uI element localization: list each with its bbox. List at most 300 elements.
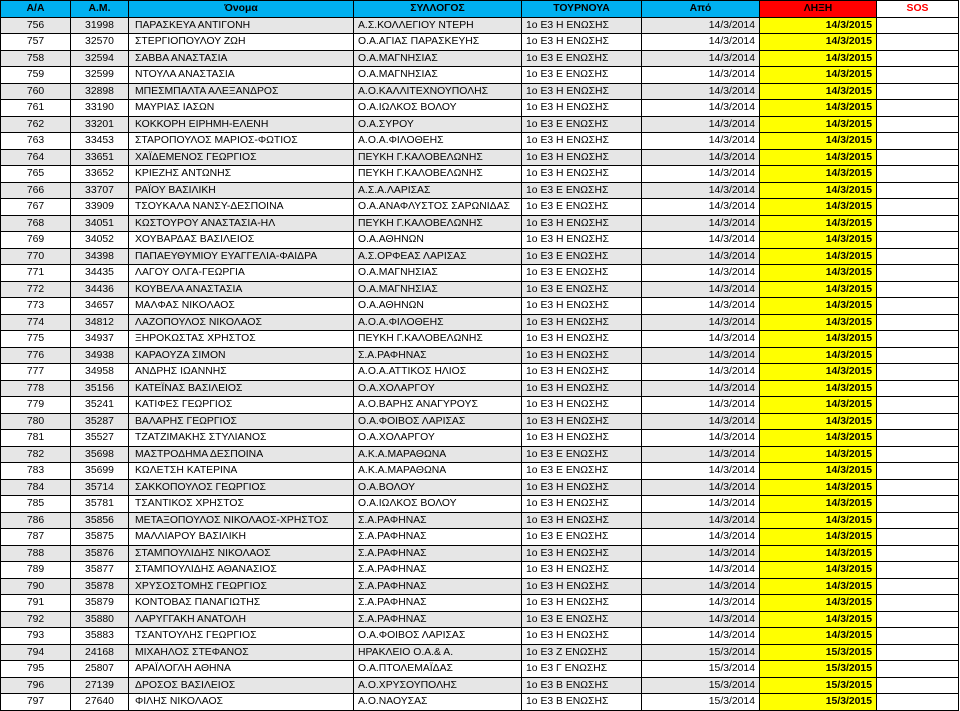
- cell-am: 33201: [71, 116, 129, 133]
- cell-tournament: 1ο Ε3 Ε ΕΝΩΣΗΣ: [522, 611, 642, 628]
- cell-name: ΚΩΣΤΟΥΡΟΥ ΑΝΑΣΤΑΣΙΑ-ΗΛ: [129, 215, 354, 232]
- cell-club: Ο.Α.ΑΓΙΑΣ ΠΑΡΑΣΚΕΥΗΣ: [354, 34, 522, 51]
- table-row: [1, 661, 959, 678]
- cell-to: 14/3/2015: [760, 430, 877, 447]
- cell-to: 14/3/2015: [760, 133, 877, 150]
- cell-from: 14/3/2014: [642, 628, 760, 645]
- cell-aa: 760: [1, 83, 71, 100]
- cell-club: ΠΕΥΚΗ Γ.ΚΑΛΟΒΕΛΩΝΗΣ: [354, 215, 522, 232]
- cell-am: 33707: [71, 182, 129, 199]
- cell-name: ΔΡΟΣΟΣ ΒΑΣΙΛΕΙΟΣ: [129, 677, 354, 694]
- cell-name: ΜΙΧΑΗΛΟΣ ΣΤΕΦΑΝΟΣ: [129, 644, 354, 661]
- cell-to: 14/3/2015: [760, 166, 877, 183]
- cell-aa: 790: [1, 578, 71, 595]
- cell-name: ΒΑΛΑΡΗΣ ΓΕΩΡΓΙΟΣ: [129, 413, 354, 430]
- cell-tournament: 1ο Ε3 Η ΕΝΩΣΗΣ: [522, 314, 642, 331]
- cell-name: ΜΕΤΑΞΟΠΟΥΛΟΣ ΝΙΚΟΛΑΟΣ-ΧΡΗΣΤΟΣ: [129, 512, 354, 529]
- cell-am: 34398: [71, 248, 129, 265]
- cell-to: 15/3/2015: [760, 677, 877, 694]
- cell-from: 14/3/2014: [642, 512, 760, 529]
- cell-tournament: 1ο Ε3 Η ΕΝΩΣΗΣ: [522, 133, 642, 150]
- cell-tournament: 1ο Ε3 Ζ ΕΝΩΣΗΣ: [522, 644, 642, 661]
- cell-tournament: 1ο Ε3 Β ΕΝΩΣΗΣ: [522, 694, 642, 711]
- cell-am: 34051: [71, 215, 129, 232]
- cell-club: Ο.Α.ΠΤΟΛΕΜΑΪΔΑΣ: [354, 661, 522, 678]
- cell-tournament: 1ο Ε3 Η ΕΝΩΣΗΣ: [522, 347, 642, 364]
- table-row: [1, 281, 959, 298]
- cell-sos: [877, 248, 959, 265]
- cell-am: 35714: [71, 479, 129, 496]
- cell-club: Ο.Α.ΜΑΓΝΗΣΙΑΣ: [354, 281, 522, 298]
- cell-from: 14/3/2014: [642, 50, 760, 67]
- cell-to: 14/3/2015: [760, 34, 877, 51]
- cell-club: Α.Ο.ΝΑΟΥΣΑΣ: [354, 694, 522, 711]
- cell-to: 14/3/2015: [760, 479, 877, 496]
- cell-sos: [877, 314, 959, 331]
- cell-name: ΛΑΓΟΥ ΟΛΓΑ-ΓΕΩΡΓΙΑ: [129, 265, 354, 282]
- table-row: [1, 496, 959, 513]
- table-row: [1, 331, 959, 348]
- table-row: [1, 232, 959, 249]
- cell-tournament: 1ο Ε3 Η ΕΝΩΣΗΣ: [522, 232, 642, 249]
- cell-from: 14/3/2014: [642, 611, 760, 628]
- cell-name: ΤΣΟΥΚΑΛΑ ΝΑΝΣΥ-ΔΕΣΠΟΙΝΑ: [129, 199, 354, 216]
- cell-to: 14/3/2015: [760, 397, 877, 414]
- cell-name: ΜΠΕΣΜΠΑΛΤΑ ΑΛΕΞΑΝΔΡΟΣ: [129, 83, 354, 100]
- cell-tournament: 1ο Ε3 Ε ΕΝΩΣΗΣ: [522, 67, 642, 84]
- table-row: [1, 430, 959, 447]
- cell-club: Α.Ο.Α.ΦΙΛΟΘΕΗΣ: [354, 314, 522, 331]
- cell-aa: 775: [1, 331, 71, 348]
- cell-from: 14/3/2014: [642, 413, 760, 430]
- table-row: [1, 182, 959, 199]
- cell-club: Ο.Α.ΙΩΛΚΟΣ ΒΟΛΟΥ: [354, 496, 522, 513]
- cell-from: 14/3/2014: [642, 281, 760, 298]
- cell-sos: [877, 496, 959, 513]
- cell-name: ΝΤΟΥΛΑ ΑΝΑΣΤΑΣΙΑ: [129, 67, 354, 84]
- cell-aa: 780: [1, 413, 71, 430]
- cell-from: 15/3/2014: [642, 644, 760, 661]
- header-am: A.M.: [71, 1, 129, 18]
- cell-tournament: 1ο Ε3 Η ΕΝΩΣΗΣ: [522, 545, 642, 562]
- cell-to: 14/3/2015: [760, 265, 877, 282]
- cell-club: Ο.Α.ΑΘΗΝΩΝ: [354, 232, 522, 249]
- table-row: [1, 479, 959, 496]
- header-row: [1, 1, 959, 18]
- cell-aa: 779: [1, 397, 71, 414]
- table-row: [1, 446, 959, 463]
- cell-am: 35527: [71, 430, 129, 447]
- cell-aa: 788: [1, 545, 71, 562]
- cell-from: 14/3/2014: [642, 430, 760, 447]
- cell-tournament: 1ο Ε3 Ε ΕΝΩΣΗΣ: [522, 50, 642, 67]
- cell-to: 14/3/2015: [760, 298, 877, 315]
- cell-sos: [877, 446, 959, 463]
- table-row: [1, 380, 959, 397]
- cell-to: 14/3/2015: [760, 331, 877, 348]
- cell-to: 14/3/2015: [760, 611, 877, 628]
- cell-tournament: 1ο Ε3 Η ΕΝΩΣΗΣ: [522, 628, 642, 645]
- cell-tournament: 1ο Ε3 Ε ΕΝΩΣΗΣ: [522, 248, 642, 265]
- cell-to: 14/3/2015: [760, 628, 877, 645]
- cell-club: Σ.Α.ΡΑΦΗΝΑΣ: [354, 545, 522, 562]
- cell-from: 15/3/2014: [642, 677, 760, 694]
- cell-am: 33652: [71, 166, 129, 183]
- cell-am: 35699: [71, 463, 129, 480]
- cell-to: 14/3/2015: [760, 545, 877, 562]
- table-row: [1, 644, 959, 661]
- cell-to: 14/3/2015: [760, 232, 877, 249]
- cell-tournament: 1ο Ε3 Η ΕΝΩΣΗΣ: [522, 215, 642, 232]
- cell-from: 14/3/2014: [642, 331, 760, 348]
- cell-club: Σ.Α.ΡΑΦΗΝΑΣ: [354, 611, 522, 628]
- header-name: Όνομα: [129, 1, 354, 18]
- cell-aa: 769: [1, 232, 71, 249]
- cell-tournament: 1ο Ε3 Ε ΕΝΩΣΗΣ: [522, 281, 642, 298]
- cell-from: 14/3/2014: [642, 397, 760, 414]
- cell-name: ΚΡΙΕΖΗΣ ΑΝΤΩΝΗΣ: [129, 166, 354, 183]
- cell-club: Α.Κ.Α.ΜΑΡΑΘΩΝΑ: [354, 446, 522, 463]
- cell-aa: 791: [1, 595, 71, 612]
- cell-to: 14/3/2015: [760, 149, 877, 166]
- cell-from: 14/3/2014: [642, 545, 760, 562]
- cell-aa: 796: [1, 677, 71, 694]
- cell-aa: 764: [1, 149, 71, 166]
- cell-am: 32599: [71, 67, 129, 84]
- cell-sos: [877, 50, 959, 67]
- table-row: [1, 265, 959, 282]
- cell-am: 33453: [71, 133, 129, 150]
- header-sos: SOS: [877, 1, 959, 18]
- cell-from: 14/3/2014: [642, 100, 760, 117]
- cell-aa: 772: [1, 281, 71, 298]
- cell-name: ΑΝΔΡΗΣ ΙΩΑΝΝΗΣ: [129, 364, 354, 381]
- cell-club: Α.Σ.ΚΟΛΛΕΓΙΟΥ ΝΤΕΡΗ: [354, 17, 522, 34]
- cell-sos: [877, 545, 959, 562]
- table-body: [1, 17, 959, 710]
- table-row: [1, 578, 959, 595]
- cell-sos: [877, 611, 959, 628]
- cell-to: 15/3/2015: [760, 694, 877, 711]
- cell-sos: [877, 347, 959, 364]
- cell-from: 14/3/2014: [642, 529, 760, 546]
- cell-sos: [877, 628, 959, 645]
- cell-tournament: 1ο Ε3 Η ΕΝΩΣΗΣ: [522, 100, 642, 117]
- table-row: [1, 628, 959, 645]
- cell-name: ΣΑΒΒΑ ΑΝΑΣΤΑΣΙΑ: [129, 50, 354, 67]
- table-row: [1, 83, 959, 100]
- cell-sos: [877, 17, 959, 34]
- cell-from: 14/3/2014: [642, 380, 760, 397]
- cell-name: ΠΑΠΑΕΥΘΥΜΙΟΥ ΕΥΑΓΓΕΛΙΑ-ΦΑΙΔΡΑ: [129, 248, 354, 265]
- cell-tournament: 1ο Ε3 Β ΕΝΩΣΗΣ: [522, 677, 642, 694]
- cell-from: 14/3/2014: [642, 133, 760, 150]
- cell-aa: 783: [1, 463, 71, 480]
- cell-sos: [877, 512, 959, 529]
- cell-tournament: 1ο Ε3 Η ΕΝΩΣΗΣ: [522, 364, 642, 381]
- cell-tournament: 1ο Ε3 Ε ΕΝΩΣΗΣ: [522, 446, 642, 463]
- cell-from: 14/3/2014: [642, 463, 760, 480]
- cell-from: 14/3/2014: [642, 298, 760, 315]
- table-row: [1, 694, 959, 711]
- cell-name: ΤΖΑΤΖΙΜΑΚΗΣ ΣΤΥΛΙΑΝΟΣ: [129, 430, 354, 447]
- cell-to: 14/3/2015: [760, 446, 877, 463]
- cell-sos: [877, 116, 959, 133]
- cell-tournament: 1ο Ε3 Η ΕΝΩΣΗΣ: [522, 397, 642, 414]
- cell-from: 14/3/2014: [642, 83, 760, 100]
- table-row: [1, 149, 959, 166]
- cell-am: 33651: [71, 149, 129, 166]
- table-row: [1, 512, 959, 529]
- cell-aa: 767: [1, 199, 71, 216]
- cell-from: 14/3/2014: [642, 149, 760, 166]
- cell-to: 14/3/2015: [760, 67, 877, 84]
- table-row: [1, 413, 959, 430]
- cell-to: 15/3/2015: [760, 644, 877, 661]
- cell-to: 14/3/2015: [760, 496, 877, 513]
- table-row: [1, 545, 959, 562]
- cell-from: 14/3/2014: [642, 479, 760, 496]
- cell-from: 14/3/2014: [642, 232, 760, 249]
- cell-name: ΣΤΑΜΠΟΥΛΙΔΗΣ ΝΙΚΟΛΑΟΣ: [129, 545, 354, 562]
- cell-tournament: 1ο Ε3 Η ΕΝΩΣΗΣ: [522, 413, 642, 430]
- cell-tournament: 1ο Ε3 Η ΕΝΩΣΗΣ: [522, 595, 642, 612]
- cell-from: 14/3/2014: [642, 182, 760, 199]
- cell-aa: 761: [1, 100, 71, 117]
- cell-name: ΣΤΕΡΓΙΟΠΟΥΛΟΥ ΖΩΗ: [129, 34, 354, 51]
- table-row: [1, 116, 959, 133]
- cell-from: 14/3/2014: [642, 67, 760, 84]
- cell-sos: [877, 34, 959, 51]
- table-row: [1, 347, 959, 364]
- table-row: [1, 298, 959, 315]
- cell-from: 14/3/2014: [642, 199, 760, 216]
- cell-aa: 786: [1, 512, 71, 529]
- cell-am: 34937: [71, 331, 129, 348]
- cell-to: 14/3/2015: [760, 413, 877, 430]
- cell-aa: 757: [1, 34, 71, 51]
- cell-aa: 797: [1, 694, 71, 711]
- cell-am: 27640: [71, 694, 129, 711]
- cell-am: 34435: [71, 265, 129, 282]
- table-row: [1, 100, 959, 117]
- cell-to: 14/3/2015: [760, 215, 877, 232]
- cell-tournament: 1ο Ε3 Η ΕΝΩΣΗΣ: [522, 380, 642, 397]
- cell-club: Σ.Α.ΡΑΦΗΝΑΣ: [354, 578, 522, 595]
- cell-am: 35876: [71, 545, 129, 562]
- cell-aa: 778: [1, 380, 71, 397]
- cell-from: 14/3/2014: [642, 248, 760, 265]
- header-from: Από: [642, 1, 760, 18]
- cell-sos: [877, 661, 959, 678]
- cell-sos: [877, 562, 959, 579]
- cell-name: ΧΡΥΣΟΣΤΟΜΗΣ ΓΕΩΡΓΙΟΣ: [129, 578, 354, 595]
- cell-name: ΡΑΪΟΥ ΒΑΣΙΛΙΚΗ: [129, 182, 354, 199]
- cell-from: 14/3/2014: [642, 595, 760, 612]
- cell-tournament: 1ο Ε3 Γ ΕΝΩΣΗΣ: [522, 661, 642, 678]
- cell-sos: [877, 397, 959, 414]
- cell-club: Ο.Α.ΜΑΓΝΗΣΙΑΣ: [354, 67, 522, 84]
- cell-to: 14/3/2015: [760, 380, 877, 397]
- cell-club: Ο.Α.ΧΟΛΑΡΓΟΥ: [354, 430, 522, 447]
- table-row: [1, 166, 959, 183]
- table-row: [1, 34, 959, 51]
- cell-name: ΚΑΡΑΟΥΖΑ ΣΙΜΟΝ: [129, 347, 354, 364]
- cell-aa: 759: [1, 67, 71, 84]
- cell-club: Α.Ο.ΒΑΡΗΣ ΑΝΑΓΥΡΟΥΣ: [354, 397, 522, 414]
- cell-aa: 756: [1, 17, 71, 34]
- cell-to: 14/3/2015: [760, 17, 877, 34]
- cell-club: Α.Σ.Α.ΛΑΡΙΣΑΣ: [354, 182, 522, 199]
- header-tournament: ΤΟΥΡΝΟΥΑ: [522, 1, 642, 18]
- cell-am: 35156: [71, 380, 129, 397]
- cell-sos: [877, 281, 959, 298]
- cell-aa: 795: [1, 661, 71, 678]
- cell-tournament: 1ο Ε3 Η ΕΝΩΣΗΣ: [522, 166, 642, 183]
- table-row: [1, 529, 959, 546]
- cell-club: Ο.Α.ΑΘΗΝΩΝ: [354, 298, 522, 315]
- cell-club: Σ.Α.ΡΑΦΗΝΑΣ: [354, 512, 522, 529]
- cell-am: 34958: [71, 364, 129, 381]
- cell-name: ΦΙΛΗΣ ΝΙΚΟΛΑΟΣ: [129, 694, 354, 711]
- cell-am: 35878: [71, 578, 129, 595]
- cell-tournament: 1ο Ε3 Ε ΕΝΩΣΗΣ: [522, 529, 642, 546]
- cell-to: 14/3/2015: [760, 83, 877, 100]
- table-row: [1, 67, 959, 84]
- cell-name: ΜΑΥΡΙΑΣ ΙΑΣΩΝ: [129, 100, 354, 117]
- cell-name: ΚΑΤΙΦΕΣ ΓΕΩΡΓΙΟΣ: [129, 397, 354, 414]
- cell-club: Α.Ο.Α.ΦΙΛΟΘΕΗΣ: [354, 133, 522, 150]
- cell-aa: 773: [1, 298, 71, 315]
- cell-sos: [877, 199, 959, 216]
- cell-sos: [877, 463, 959, 480]
- cell-tournament: 1ο Ε3 Ε ΕΝΩΣΗΣ: [522, 116, 642, 133]
- cell-club: Ο.Α.ΜΑΓΝΗΣΙΑΣ: [354, 265, 522, 282]
- cell-from: 14/3/2014: [642, 34, 760, 51]
- cell-to: 14/3/2015: [760, 182, 877, 199]
- cell-from: 14/3/2014: [642, 314, 760, 331]
- cell-name: ΤΣΑΝΤΙΚΟΣ ΧΡΗΣΤΟΣ: [129, 496, 354, 513]
- cell-sos: [877, 529, 959, 546]
- cell-tournament: 1ο Ε3 Η ΕΝΩΣΗΣ: [522, 34, 642, 51]
- header-to: ΛΗΞΗ: [760, 1, 877, 18]
- cell-from: 14/3/2014: [642, 578, 760, 595]
- cell-to: 14/3/2015: [760, 199, 877, 216]
- cell-aa: 792: [1, 611, 71, 628]
- cell-from: 14/3/2014: [642, 17, 760, 34]
- cell-sos: [877, 331, 959, 348]
- cell-club: ΠΕΥΚΗ Γ.ΚΑΛΟΒΕΛΩΝΗΣ: [354, 149, 522, 166]
- cell-aa: 784: [1, 479, 71, 496]
- cell-to: 14/3/2015: [760, 314, 877, 331]
- cell-club: Σ.Α.ΡΑΦΗΝΑΣ: [354, 529, 522, 546]
- cell-to: 14/3/2015: [760, 463, 877, 480]
- cell-aa: 776: [1, 347, 71, 364]
- cell-aa: 770: [1, 248, 71, 265]
- cell-from: 14/3/2014: [642, 347, 760, 364]
- cell-to: 15/3/2015: [760, 661, 877, 678]
- cell-club: ΠΕΥΚΗ Γ.ΚΑΛΟΒΕΛΩΝΗΣ: [354, 331, 522, 348]
- cell-name: ΧΑΪΔΕΜΕΝΟΣ ΓΕΩΡΓΙΟΣ: [129, 149, 354, 166]
- cell-from: 14/3/2014: [642, 166, 760, 183]
- cell-sos: [877, 182, 959, 199]
- cell-am: 25807: [71, 661, 129, 678]
- cell-am: 35241: [71, 397, 129, 414]
- table-row: [1, 397, 959, 414]
- cell-aa: 758: [1, 50, 71, 67]
- cell-aa: 793: [1, 628, 71, 645]
- table-row: [1, 248, 959, 265]
- cell-from: 14/3/2014: [642, 496, 760, 513]
- cell-am: 35856: [71, 512, 129, 529]
- cell-name: ΣΤΑΜΠΟΥΛΙΔΗΣ ΑΘΑΝΑΣΙΟΣ: [129, 562, 354, 579]
- cell-to: 14/3/2015: [760, 116, 877, 133]
- table-row: [1, 463, 959, 480]
- cell-club: Ο.Α.ΦΟΙΒΟΣ ΛΑΡΙΣΑΣ: [354, 413, 522, 430]
- cell-am: 35883: [71, 628, 129, 645]
- cell-sos: [877, 677, 959, 694]
- cell-to: 14/3/2015: [760, 347, 877, 364]
- cell-am: 32898: [71, 83, 129, 100]
- cell-am: 32570: [71, 34, 129, 51]
- cell-sos: [877, 430, 959, 447]
- table-row: [1, 199, 959, 216]
- cell-aa: 763: [1, 133, 71, 150]
- cell-am: 32594: [71, 50, 129, 67]
- cell-sos: [877, 578, 959, 595]
- cell-to: 14/3/2015: [760, 364, 877, 381]
- cell-sos: [877, 298, 959, 315]
- cell-tournament: 1ο Ε3 Η ΕΝΩΣΗΣ: [522, 512, 642, 529]
- cell-tournament: 1ο Ε3 Η ΕΝΩΣΗΣ: [522, 496, 642, 513]
- table-row: [1, 133, 959, 150]
- cell-to: 14/3/2015: [760, 248, 877, 265]
- cell-tournament: 1ο Ε3 Η ΕΝΩΣΗΣ: [522, 578, 642, 595]
- cell-am: 31998: [71, 17, 129, 34]
- cell-sos: [877, 166, 959, 183]
- cell-sos: [877, 232, 959, 249]
- cell-am: 33190: [71, 100, 129, 117]
- table-row: [1, 17, 959, 34]
- cell-sos: [877, 479, 959, 496]
- cell-am: 35698: [71, 446, 129, 463]
- cell-name: ΞΗΡΟΚΩΣΤΑΣ ΧΡΗΣΤΟΣ: [129, 331, 354, 348]
- cell-tournament: 1ο Ε3 Ε ΕΝΩΣΗΣ: [522, 182, 642, 199]
- cell-name: ΜΑΛΛΙΑΡΟΥ ΒΑΣΙΛΙΚΗ: [129, 529, 354, 546]
- cell-tournament: 1ο Ε3 Ε ΕΝΩΣΗΣ: [522, 463, 642, 480]
- cell-name: ΚΟΚΚΟΡΗ ΕΙΡΗΜΗ-ΕΛΕΝΗ: [129, 116, 354, 133]
- cell-aa: 777: [1, 364, 71, 381]
- cell-to: 14/3/2015: [760, 281, 877, 298]
- cell-aa: 771: [1, 265, 71, 282]
- cell-to: 14/3/2015: [760, 100, 877, 117]
- cell-from: 14/3/2014: [642, 562, 760, 579]
- cell-club: Ο.Α.ΑΝΑΦΛΥΣΤΟΣ ΣΑΡΩΝΙΔΑΣ: [354, 199, 522, 216]
- cell-name: ΣΑΚΚΟΠΟΥΛΟΣ ΓΕΩΡΓΙΟΣ: [129, 479, 354, 496]
- cell-am: 35781: [71, 496, 129, 513]
- cell-am: 34657: [71, 298, 129, 315]
- cell-sos: [877, 100, 959, 117]
- cell-club: Ο.Α.ΧΟΛΑΡΓΟΥ: [354, 380, 522, 397]
- cell-aa: 781: [1, 430, 71, 447]
- cell-club: Σ.Α.ΡΑΦΗΝΑΣ: [354, 595, 522, 612]
- cell-tournament: 1ο Ε3 Η ΕΝΩΣΗΣ: [522, 149, 642, 166]
- cell-sos: [877, 67, 959, 84]
- cell-tournament: 1ο Ε3 Η ΕΝΩΣΗΣ: [522, 298, 642, 315]
- cell-aa: 774: [1, 314, 71, 331]
- cell-sos: [877, 83, 959, 100]
- cell-from: 14/3/2014: [642, 265, 760, 282]
